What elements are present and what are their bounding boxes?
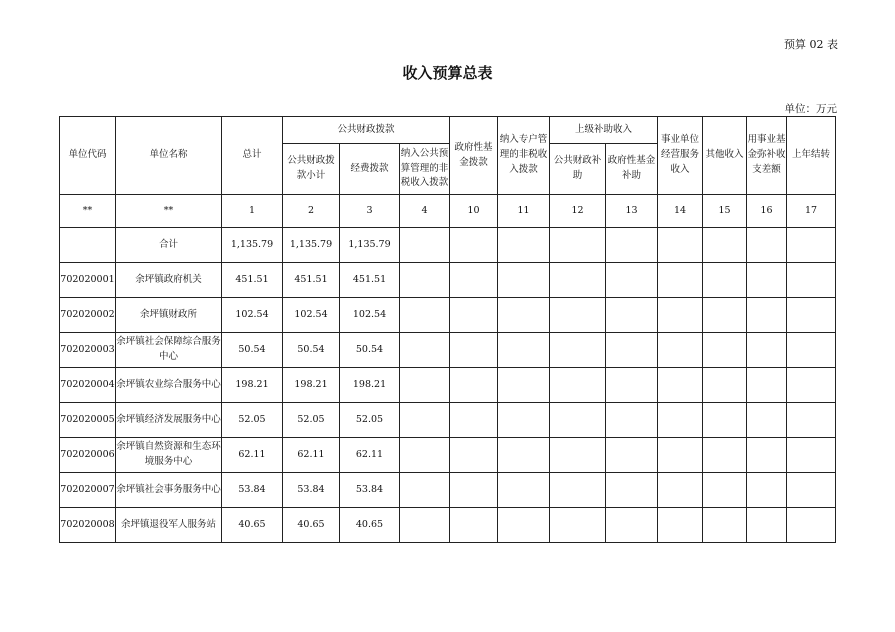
empty-cell <box>658 473 703 508</box>
empty-cell <box>658 368 703 403</box>
empty-cell <box>450 333 498 368</box>
empty-cell <box>658 403 703 438</box>
public-fiscal-subtotal-cell: 52.05 <box>283 403 340 438</box>
empty-cell <box>550 438 606 473</box>
empty-cell <box>747 473 787 508</box>
empty-cell <box>450 403 498 438</box>
empty-cell <box>400 333 450 368</box>
index-cell: 17 <box>787 195 836 228</box>
empty-cell <box>400 228 450 263</box>
empty-cell <box>703 508 747 543</box>
table-row <box>60 368 836 403</box>
unit-code-cell: 702020006 <box>60 438 116 473</box>
public-fiscal-subtotal-cell: 451.51 <box>283 263 340 298</box>
header-nontax-public-budget: 纳入公共预算管理的非税收入拨款 <box>400 144 450 195</box>
operating-funds-cell: 102.54 <box>340 298 400 333</box>
header-nontax-special: 纳入专户管理的非税收入拨款 <box>498 117 550 195</box>
empty-cell <box>400 403 450 438</box>
public-fiscal-subtotal-cell: 1,135.79 <box>283 228 340 263</box>
unit-name-cell: 余坪镇财政所 <box>116 298 222 333</box>
public-fiscal-subtotal-cell: 50.54 <box>283 333 340 368</box>
empty-cell <box>498 298 550 333</box>
empty-cell <box>400 508 450 543</box>
empty-cell <box>787 228 836 263</box>
header-business-income: 事业单位经营服务收入 <box>658 117 703 195</box>
public-fiscal-subtotal-cell: 102.54 <box>283 298 340 333</box>
operating-funds-cell: 40.65 <box>340 508 400 543</box>
total-cell: 198.21 <box>222 368 283 403</box>
total-cell: 40.65 <box>222 508 283 543</box>
public-fiscal-subtotal-cell: 62.11 <box>283 438 340 473</box>
table-row <box>60 298 836 333</box>
public-fiscal-subtotal-cell: 198.21 <box>283 368 340 403</box>
index-row <box>60 195 836 228</box>
empty-cell <box>450 228 498 263</box>
index-cell: 2 <box>283 195 340 228</box>
public-fiscal-subtotal-cell: 40.65 <box>283 508 340 543</box>
empty-cell <box>658 263 703 298</box>
empty-cell <box>450 368 498 403</box>
empty-cell <box>703 438 747 473</box>
unit-name-cell: 余坪镇经济发展服务中心 <box>116 403 222 438</box>
empty-cell <box>498 508 550 543</box>
empty-cell <box>658 438 703 473</box>
index-cell: 4 <box>400 195 450 228</box>
table-row <box>60 403 836 438</box>
header-fund-deficit: 用事业基金弥补收支差额 <box>747 117 787 195</box>
total-cell: 52.05 <box>222 403 283 438</box>
empty-cell <box>747 438 787 473</box>
empty-cell <box>606 333 658 368</box>
empty-cell <box>747 368 787 403</box>
total-cell: 62.11 <box>222 438 283 473</box>
unit-name-cell: 余坪镇社会保障综合服务中心 <box>116 333 222 368</box>
total-cell: 53.84 <box>222 473 283 508</box>
table-row <box>60 438 836 473</box>
empty-cell <box>400 438 450 473</box>
empty-cell <box>498 368 550 403</box>
operating-funds-cell: 50.54 <box>340 333 400 368</box>
header-operating-funds: 经费拨款 <box>340 144 400 195</box>
empty-cell <box>550 508 606 543</box>
operating-funds-cell: 198.21 <box>340 368 400 403</box>
empty-cell <box>703 368 747 403</box>
empty-cell <box>658 508 703 543</box>
empty-cell <box>787 473 836 508</box>
header-public-fiscal-subtotal: 公共财政拨款小计 <box>283 144 340 195</box>
empty-cell <box>787 508 836 543</box>
empty-cell <box>747 333 787 368</box>
unit-code-cell: 702020004 <box>60 368 116 403</box>
empty-cell <box>747 228 787 263</box>
header-superior-subsidy: 上级补助收入 <box>550 117 658 144</box>
empty-cell <box>498 403 550 438</box>
operating-funds-cell: 1,135.79 <box>340 228 400 263</box>
header-superior-public-fiscal: 公共财政补助 <box>550 144 606 195</box>
empty-cell <box>787 333 836 368</box>
header-superior-gov-fund: 政府性基金补助 <box>606 144 658 195</box>
empty-cell <box>400 298 450 333</box>
unit-code-cell: 702020001 <box>60 263 116 298</box>
index-cell: ** <box>116 195 222 228</box>
unit-code-cell: 702020003 <box>60 333 116 368</box>
unit-code-cell: 702020007 <box>60 473 116 508</box>
empty-cell <box>550 473 606 508</box>
empty-cell <box>550 263 606 298</box>
header-public-fiscal: 公共财政拨款 <box>283 117 450 144</box>
index-cell: 1 <box>222 195 283 228</box>
total-cell: 102.54 <box>222 298 283 333</box>
empty-cell <box>450 508 498 543</box>
unit-label: 单位：万元 <box>784 103 837 115</box>
table-row <box>60 508 836 543</box>
empty-cell <box>400 263 450 298</box>
header-code: 单位代码 <box>60 117 116 195</box>
table-body <box>60 228 836 543</box>
index-cell: 10 <box>450 195 498 228</box>
unit-name-cell: 余坪镇自然资源和生态环境服务中心 <box>116 438 222 473</box>
empty-cell <box>550 403 606 438</box>
empty-cell <box>606 508 658 543</box>
empty-cell <box>606 403 658 438</box>
revenue-budget-table <box>59 116 836 543</box>
empty-cell <box>450 263 498 298</box>
empty-cell <box>400 368 450 403</box>
table-row <box>60 473 836 508</box>
index-cell: 13 <box>606 195 658 228</box>
empty-cell <box>550 368 606 403</box>
empty-cell <box>498 333 550 368</box>
index-cell: ** <box>60 195 116 228</box>
unit-name-cell: 余坪镇社会事务服务中心 <box>116 473 222 508</box>
empty-cell <box>498 263 550 298</box>
empty-cell <box>703 228 747 263</box>
empty-cell <box>787 298 836 333</box>
unit-name-cell: 余坪镇退役军人服务站 <box>116 508 222 543</box>
empty-cell <box>606 298 658 333</box>
header-other-income: 其他收入 <box>703 117 747 195</box>
total-cell: 50.54 <box>222 333 283 368</box>
empty-cell <box>787 438 836 473</box>
index-cell: 15 <box>703 195 747 228</box>
header-gov-fund: 政府性基金拨款 <box>450 117 498 195</box>
unit-name-cell: 余坪镇政府机关 <box>116 263 222 298</box>
operating-funds-cell: 53.84 <box>340 473 400 508</box>
empty-cell <box>787 368 836 403</box>
empty-cell <box>498 473 550 508</box>
header-total: 总计 <box>222 117 283 195</box>
empty-cell <box>498 438 550 473</box>
empty-cell <box>747 263 787 298</box>
unit-code-cell: 702020005 <box>60 403 116 438</box>
total-cell: 1,135.79 <box>222 228 283 263</box>
empty-cell <box>606 263 658 298</box>
empty-cell <box>658 333 703 368</box>
index-cell: 14 <box>658 195 703 228</box>
empty-cell <box>658 228 703 263</box>
empty-cell <box>498 228 550 263</box>
index-cell: 11 <box>498 195 550 228</box>
empty-cell <box>400 473 450 508</box>
empty-cell <box>747 298 787 333</box>
public-fiscal-subtotal-cell: 53.84 <box>283 473 340 508</box>
empty-cell <box>747 508 787 543</box>
empty-cell <box>606 368 658 403</box>
index-cell: 16 <box>747 195 787 228</box>
empty-cell <box>703 403 747 438</box>
empty-cell <box>703 473 747 508</box>
unit-code-cell: 702020002 <box>60 298 116 333</box>
unit-name-cell: 余坪镇农业综合服务中心 <box>116 368 222 403</box>
table-row <box>60 333 836 368</box>
empty-cell <box>450 298 498 333</box>
empty-cell <box>787 263 836 298</box>
empty-cell <box>450 473 498 508</box>
form-number: 预算 02 表 <box>784 38 838 51</box>
unit-code-cell <box>60 228 116 263</box>
table-row <box>60 228 836 263</box>
empty-cell <box>747 403 787 438</box>
empty-cell <box>658 298 703 333</box>
empty-cell <box>550 333 606 368</box>
operating-funds-cell: 451.51 <box>340 263 400 298</box>
empty-cell <box>703 263 747 298</box>
empty-cell <box>787 403 836 438</box>
page-title: 收入预算总表 <box>402 64 493 82</box>
empty-cell <box>550 228 606 263</box>
index-cell: 12 <box>550 195 606 228</box>
operating-funds-cell: 52.05 <box>340 403 400 438</box>
table-row <box>60 263 836 298</box>
header-carryover: 上年结转 <box>787 117 836 195</box>
unit-code-cell: 702020008 <box>60 508 116 543</box>
empty-cell <box>606 473 658 508</box>
header-name: 单位名称 <box>116 117 222 195</box>
total-cell: 451.51 <box>222 263 283 298</box>
unit-name-cell: 合计 <box>116 228 222 263</box>
empty-cell <box>606 228 658 263</box>
empty-cell <box>450 438 498 473</box>
empty-cell <box>703 298 747 333</box>
index-cell: 3 <box>340 195 400 228</box>
empty-cell <box>606 438 658 473</box>
operating-funds-cell: 62.11 <box>340 438 400 473</box>
empty-cell <box>703 333 747 368</box>
empty-cell <box>550 298 606 333</box>
